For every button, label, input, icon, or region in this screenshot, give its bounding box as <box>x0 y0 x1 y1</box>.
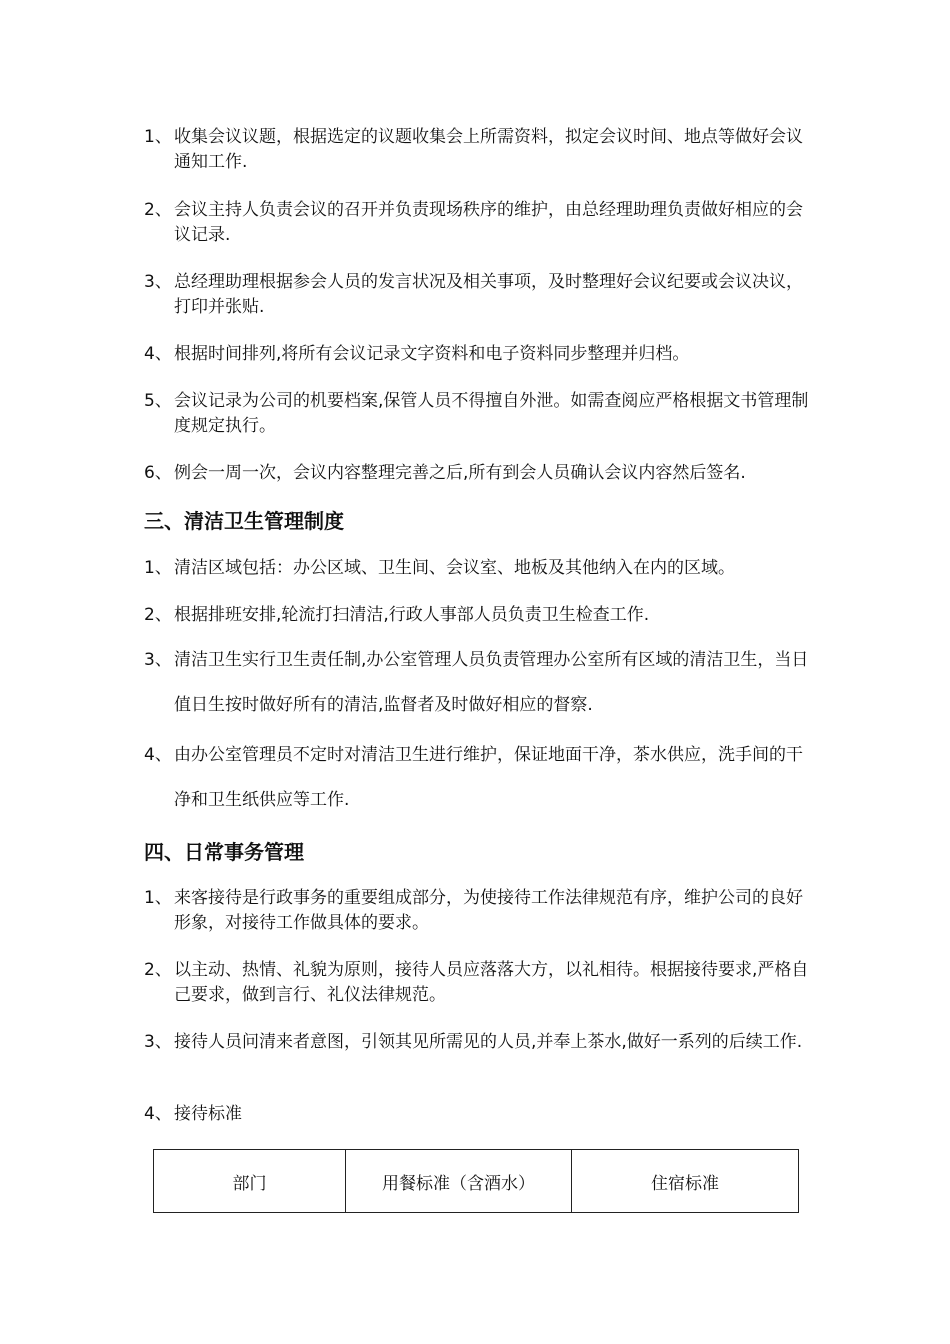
list-item <box>144 342 814 367</box>
item-text: 接待标准 <box>174 1104 242 1124</box>
section-heading: 四、日常事务管理 <box>144 840 304 864</box>
item-text: 会议主持人负责会议的召开并负责现场秩序的维护，由总经理助理负责做好相应的会议记录. <box>174 200 803 245</box>
item-text: 来客接待是行政事务的重要组成部分，为使接待工作法律规范有序，维护公司的良好形象，对接待工作做具体的要求。 <box>174 888 803 933</box>
item-number: 3、 <box>144 650 172 670</box>
list-item <box>144 638 814 728</box>
item-text: 清洁卫生实行卫生责任制,办公室管理人员负责管理办公室所有区域的清洁卫生，当日值日生按时做好所有的清洁,监督者及时做好相应的督察. <box>174 650 809 715</box>
table-header-cell: 住宿标准 <box>572 1150 799 1213</box>
list-item <box>144 461 814 486</box>
list-item <box>144 270 814 320</box>
section-heading: 三、清洁卫生管理制度 <box>144 509 344 533</box>
list-item <box>144 958 814 1008</box>
item-number: 1、 <box>144 558 172 578</box>
list-item <box>144 603 814 628</box>
reception-standard-table <box>153 1149 799 1213</box>
item-text: 接待人员问清来者意图，引领其见所需见的人员,并奉上茶水,做好一系列的后续工作. <box>174 1032 803 1052</box>
item-text: 总经理助理根据参会人员的发言状况及相关事项，及时整理好会议纪要或会议决议，打印并张贴. <box>174 272 803 317</box>
table-header-cell: 部门 <box>154 1150 346 1213</box>
item-number: 4、 <box>144 745 172 765</box>
item-number: 2、 <box>144 960 172 980</box>
item-number: 2、 <box>144 605 172 625</box>
item-number: 5、 <box>144 391 172 411</box>
list-item <box>144 125 814 175</box>
list-item <box>144 198 814 248</box>
item-text: 清洁区域包括：办公区域、卫生间、会议室、地板及其他纳入在内的区域。 <box>174 558 735 578</box>
item-text: 例会一周一次，会议内容整理完善之后,所有到会人员确认会议内容然后签名. <box>174 463 746 483</box>
list-item <box>144 886 814 936</box>
item-number: 6、 <box>144 463 172 483</box>
item-number: 4、 <box>144 344 172 364</box>
item-text: 根据排班安排,轮流打扫清洁,行政人事部人员负责卫生检查工作. <box>174 605 650 625</box>
item-number: 2、 <box>144 200 172 220</box>
table-header-row <box>154 1150 799 1213</box>
item-text: 会议记录为公司的机要档案,保管人员不得擅自外泄。如需查阅应严格根据文书管理制度规定执行。 <box>174 391 809 436</box>
item-number: 4、 <box>144 1104 172 1124</box>
item-number: 3、 <box>144 1032 172 1052</box>
item-text: 根据时间排列,将所有会议记录文字资料和电子资料同步整理并归档。 <box>174 344 690 364</box>
item-number: 3、 <box>144 272 172 292</box>
list-item <box>144 733 814 823</box>
item-text: 由办公室管理员不定时对清洁卫生进行维护，保证地面干净，茶水供应，洗手间的干净和卫生纸供应等工作. <box>174 745 803 810</box>
item-text: 以主动、热情、礼貌为原则，接待人员应落落大方，以礼相待。根据接待要求,严格自己要求，做到言行、礼仪法律规范。 <box>174 960 809 1005</box>
list-item <box>144 1102 814 1127</box>
item-number: 1、 <box>144 127 172 147</box>
item-text: 收集会议议题，根据选定的议题收集会上所需资料，拟定会议时间、地点等做好会议通知工作. <box>174 127 803 172</box>
list-item <box>144 389 814 439</box>
list-item <box>144 1030 814 1055</box>
table-header-cell: 用餐标准（含酒水） <box>346 1150 572 1213</box>
item-number: 1、 <box>144 888 172 908</box>
list-item <box>144 556 814 581</box>
